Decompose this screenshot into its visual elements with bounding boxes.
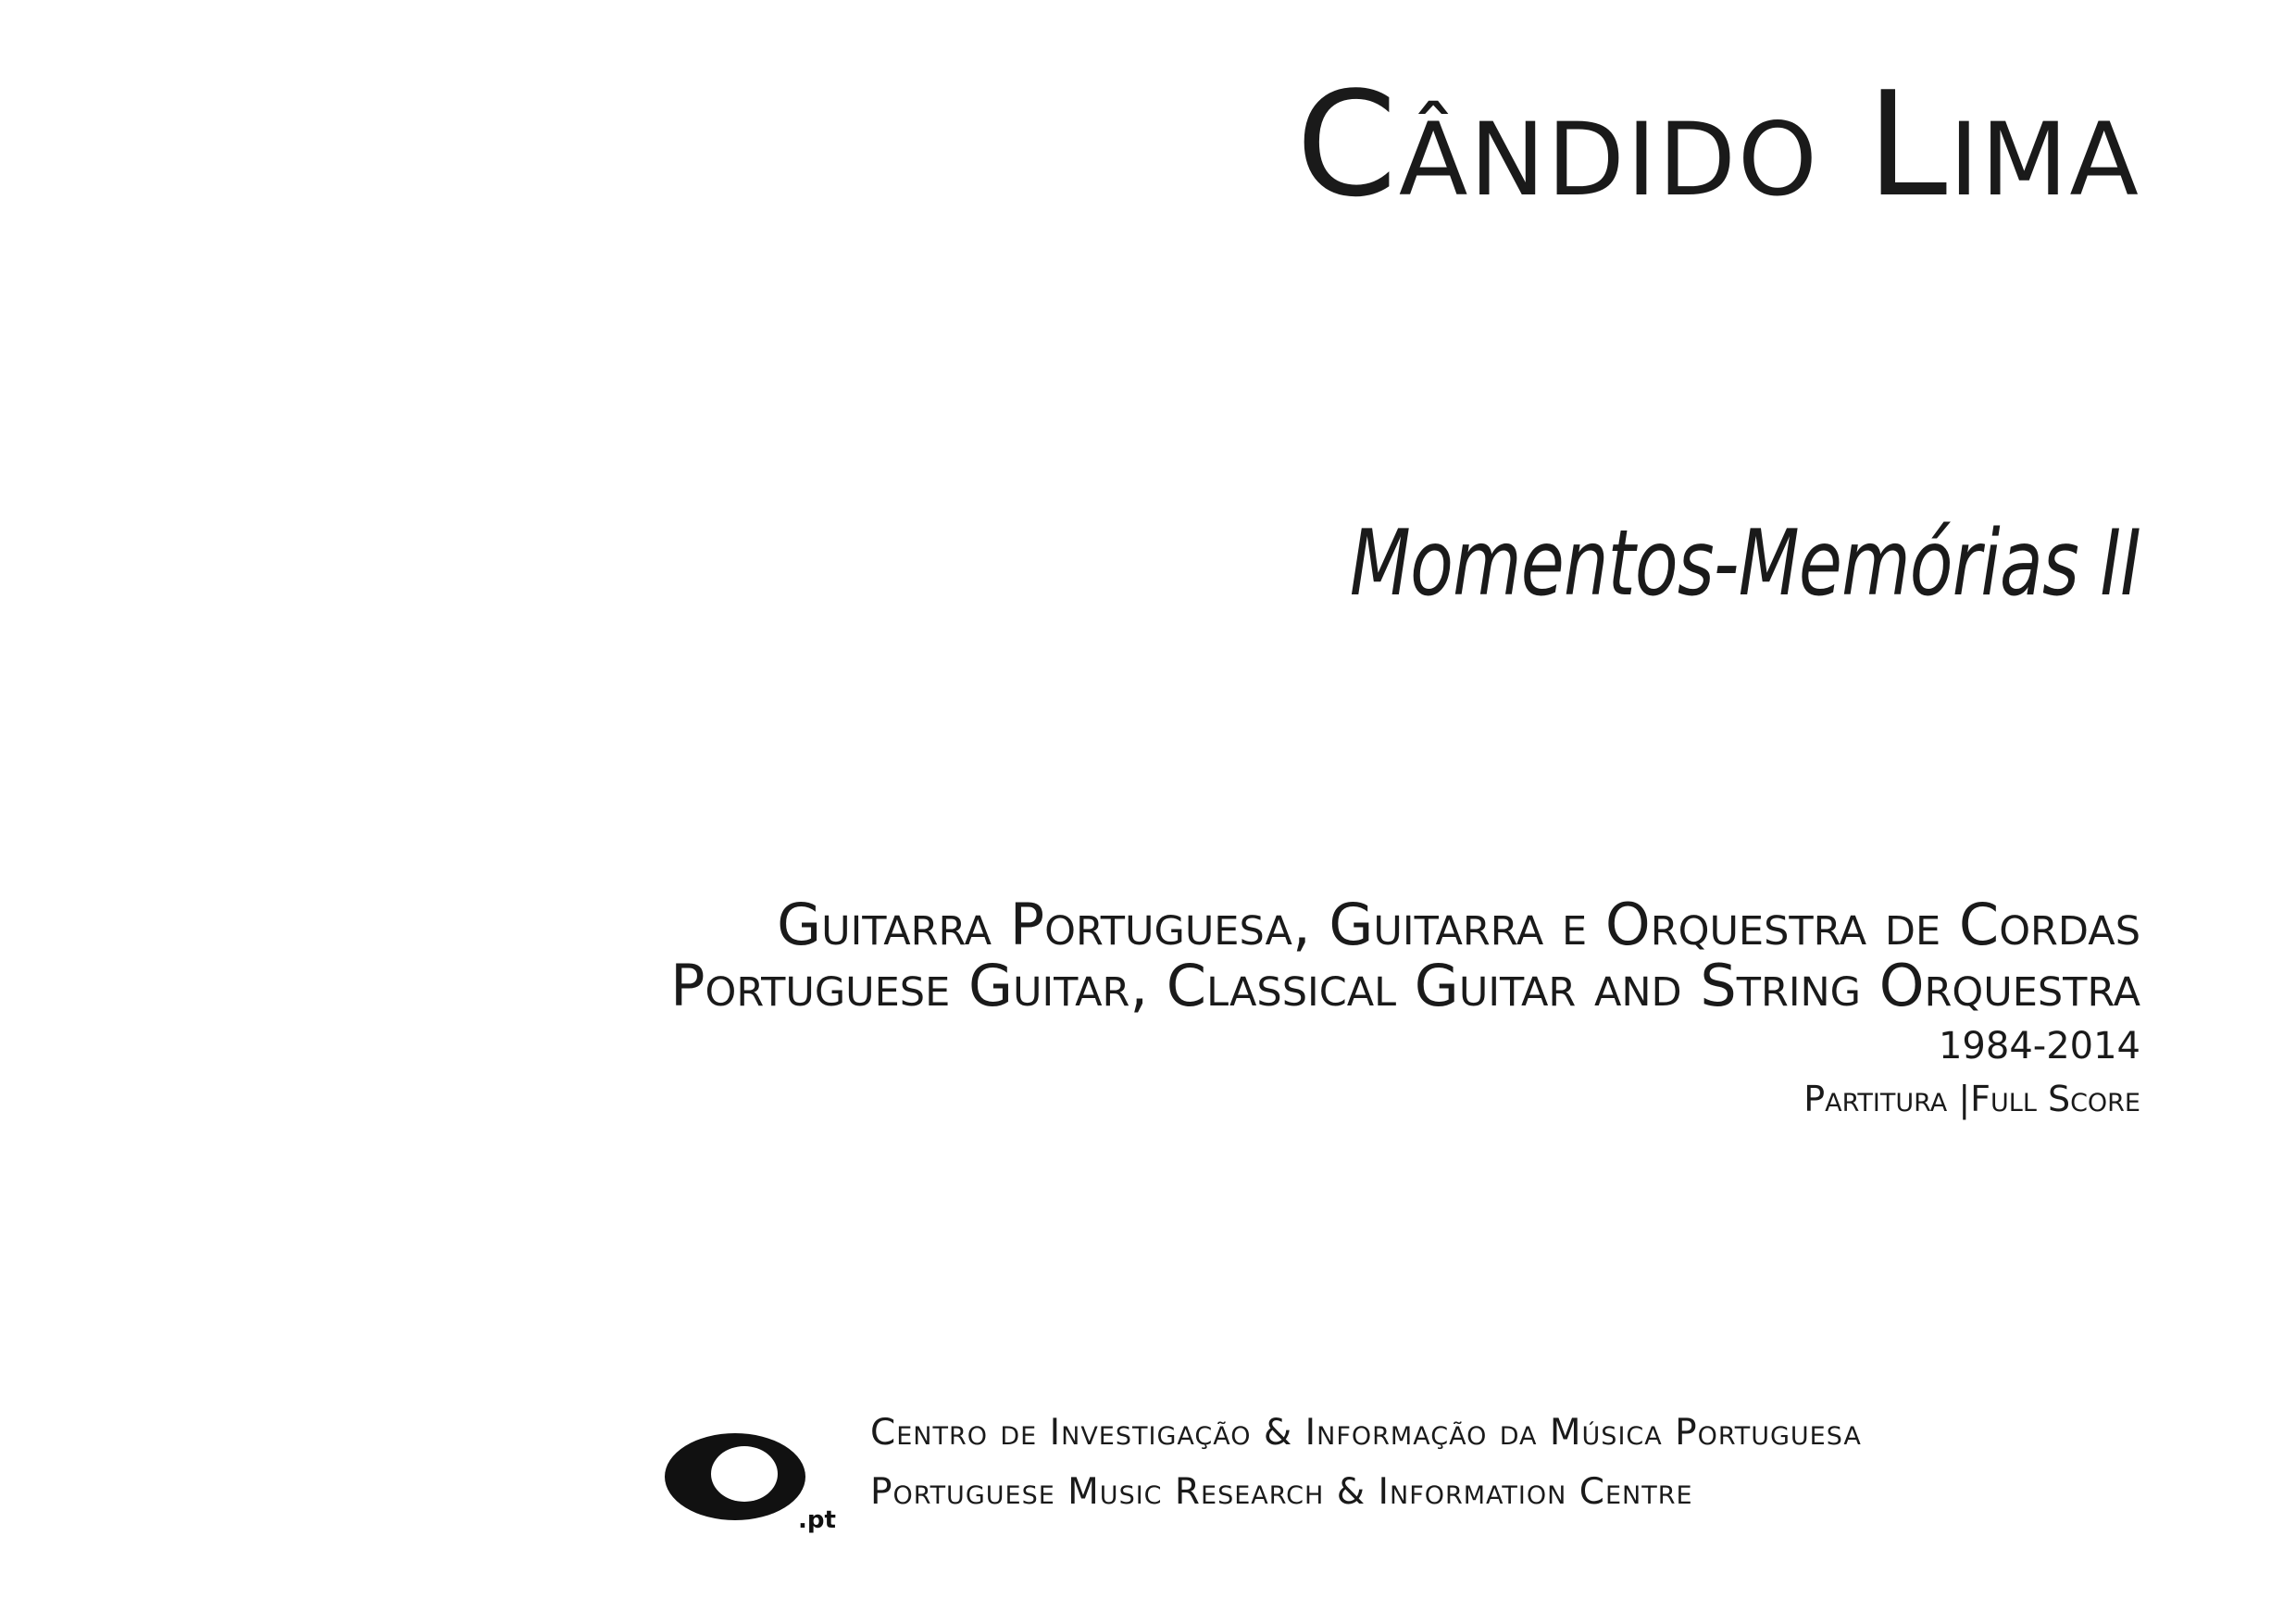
composer-name: Cândido Lima [1295, 60, 2140, 229]
organization-name-en: Portuguese Music Research & Information Centre [870, 1471, 1693, 1513]
organization-name-pt: Centro de Investigação & Informação da Música Portuguesa [870, 1412, 1862, 1454]
work-title: Momentos-Memórias II [1349, 511, 2140, 617]
logo-text: mic [715, 1458, 767, 1491]
score-type: Partitura |Full Score [1803, 1079, 2140, 1119]
instrumentation-portuguese: Guitarra Portuguesa, Guitarra e Orquestra de Cordas [777, 891, 2140, 958]
instrumentation-english: Portuguese Guitar, Classical Guitar and String Orquestra [670, 952, 2140, 1019]
mic-logo [663, 1431, 857, 1533]
logo-suffix: .pt [798, 1506, 836, 1533]
composition-years: 1984-2014 [1938, 1025, 2140, 1067]
